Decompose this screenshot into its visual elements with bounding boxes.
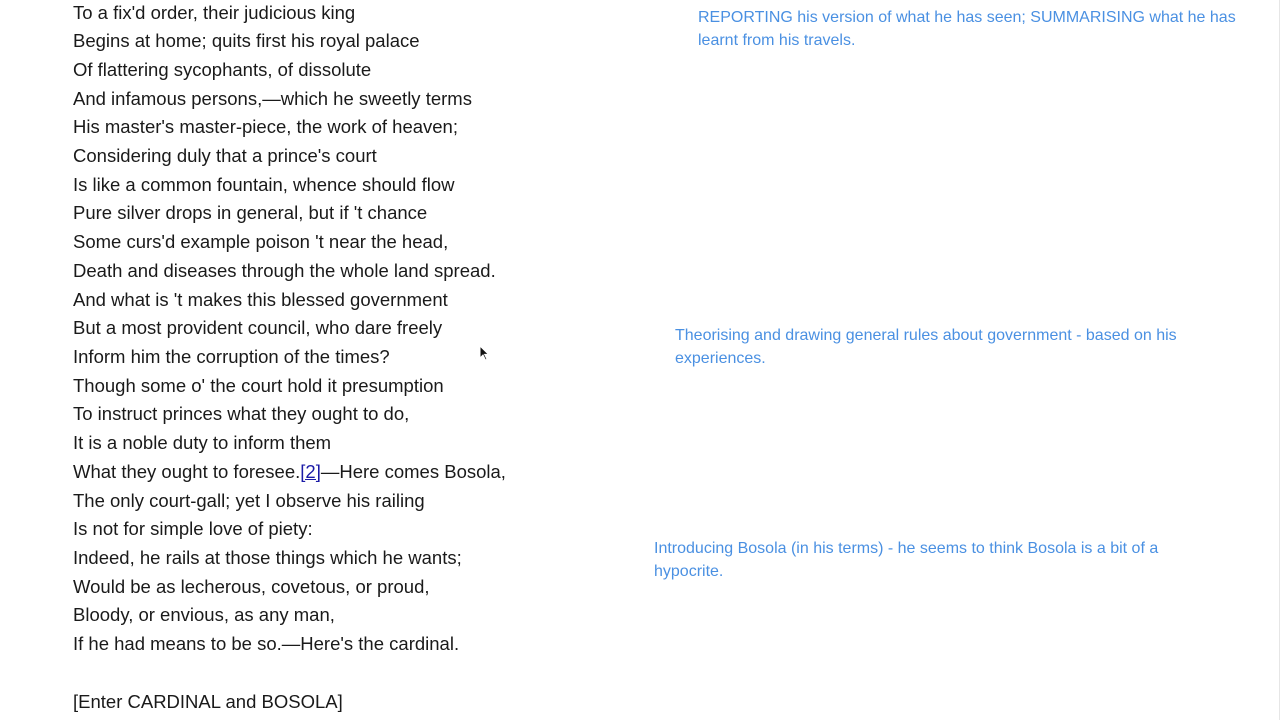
poem-line: To a fix'd order, their judicious king <box>73 2 356 23</box>
poem-line: His master's master-piece, the work of heaven; <box>73 116 458 137</box>
poem-line: Pure silver drops in general, but if 't chance <box>73 202 428 223</box>
poem-line: Begins at home; quits first his royal palace <box>73 30 420 51</box>
poem-line-after-footnote: —Here comes Bosola, <box>320 461 506 482</box>
poem-line: Is not for simple love of piety: <box>73 518 313 539</box>
poem-line: Though some o' the court hold it presumption <box>73 375 444 396</box>
poem-line: Would be as lecherous, covetous, or proud, <box>73 576 430 597</box>
annotation-theorising: Theorising and drawing general rules about government - based on his experiences. <box>675 327 1177 367</box>
annotation-introducing-bosola: Introducing Bosola (in his terms) - he seems to think Bosola is a bit of a hypocrite. <box>654 540 1159 580</box>
annotation-reporting: REPORTING his version of what he has seen; SUMMARISING what he has learnt from his travels. <box>698 9 1236 49</box>
footnote-link[interactable]: [2] <box>300 461 321 482</box>
poem-line: The only court-gall; yet I observe his railing <box>73 490 425 511</box>
poem-line: Death and diseases through the whole land spread. <box>73 260 496 281</box>
poem-line: Inform him the corruption of the times? <box>73 346 390 367</box>
mouse-pointer-icon <box>479 345 489 361</box>
poem-line: Is like a common fountain, whence should flow <box>73 174 455 195</box>
poem-line: And infamous persons,—which he sweetly terms <box>73 88 472 109</box>
poem-line: Of flattering sycophants, of dissolute <box>73 59 372 80</box>
poem-line: To instruct princes what they ought to do, <box>73 403 410 424</box>
poem-line: Bloody, or envious, as any man, <box>73 604 335 625</box>
poem-line: Considering duly that a prince's court <box>73 145 377 166</box>
poem-line: And what is 't makes this blessed government <box>73 289 448 310</box>
poem-line: But a most provident council, who dare freely <box>73 317 443 338</box>
poem-line-before-footnote: What they ought to foresee. <box>73 461 301 482</box>
stage-direction: [Enter CARDINAL and BOSOLA] <box>73 691 343 712</box>
poem-line: If he had means to be so.—Here's the cardinal. <box>73 633 460 654</box>
poem-line-with-footnote <box>73 460 506 484</box>
poem-line: It is a noble duty to inform them <box>73 432 332 453</box>
poem-line: Indeed, he rails at those things which he wants; <box>73 547 462 568</box>
poem-line: Some curs'd example poison 't near the head, <box>73 231 449 252</box>
